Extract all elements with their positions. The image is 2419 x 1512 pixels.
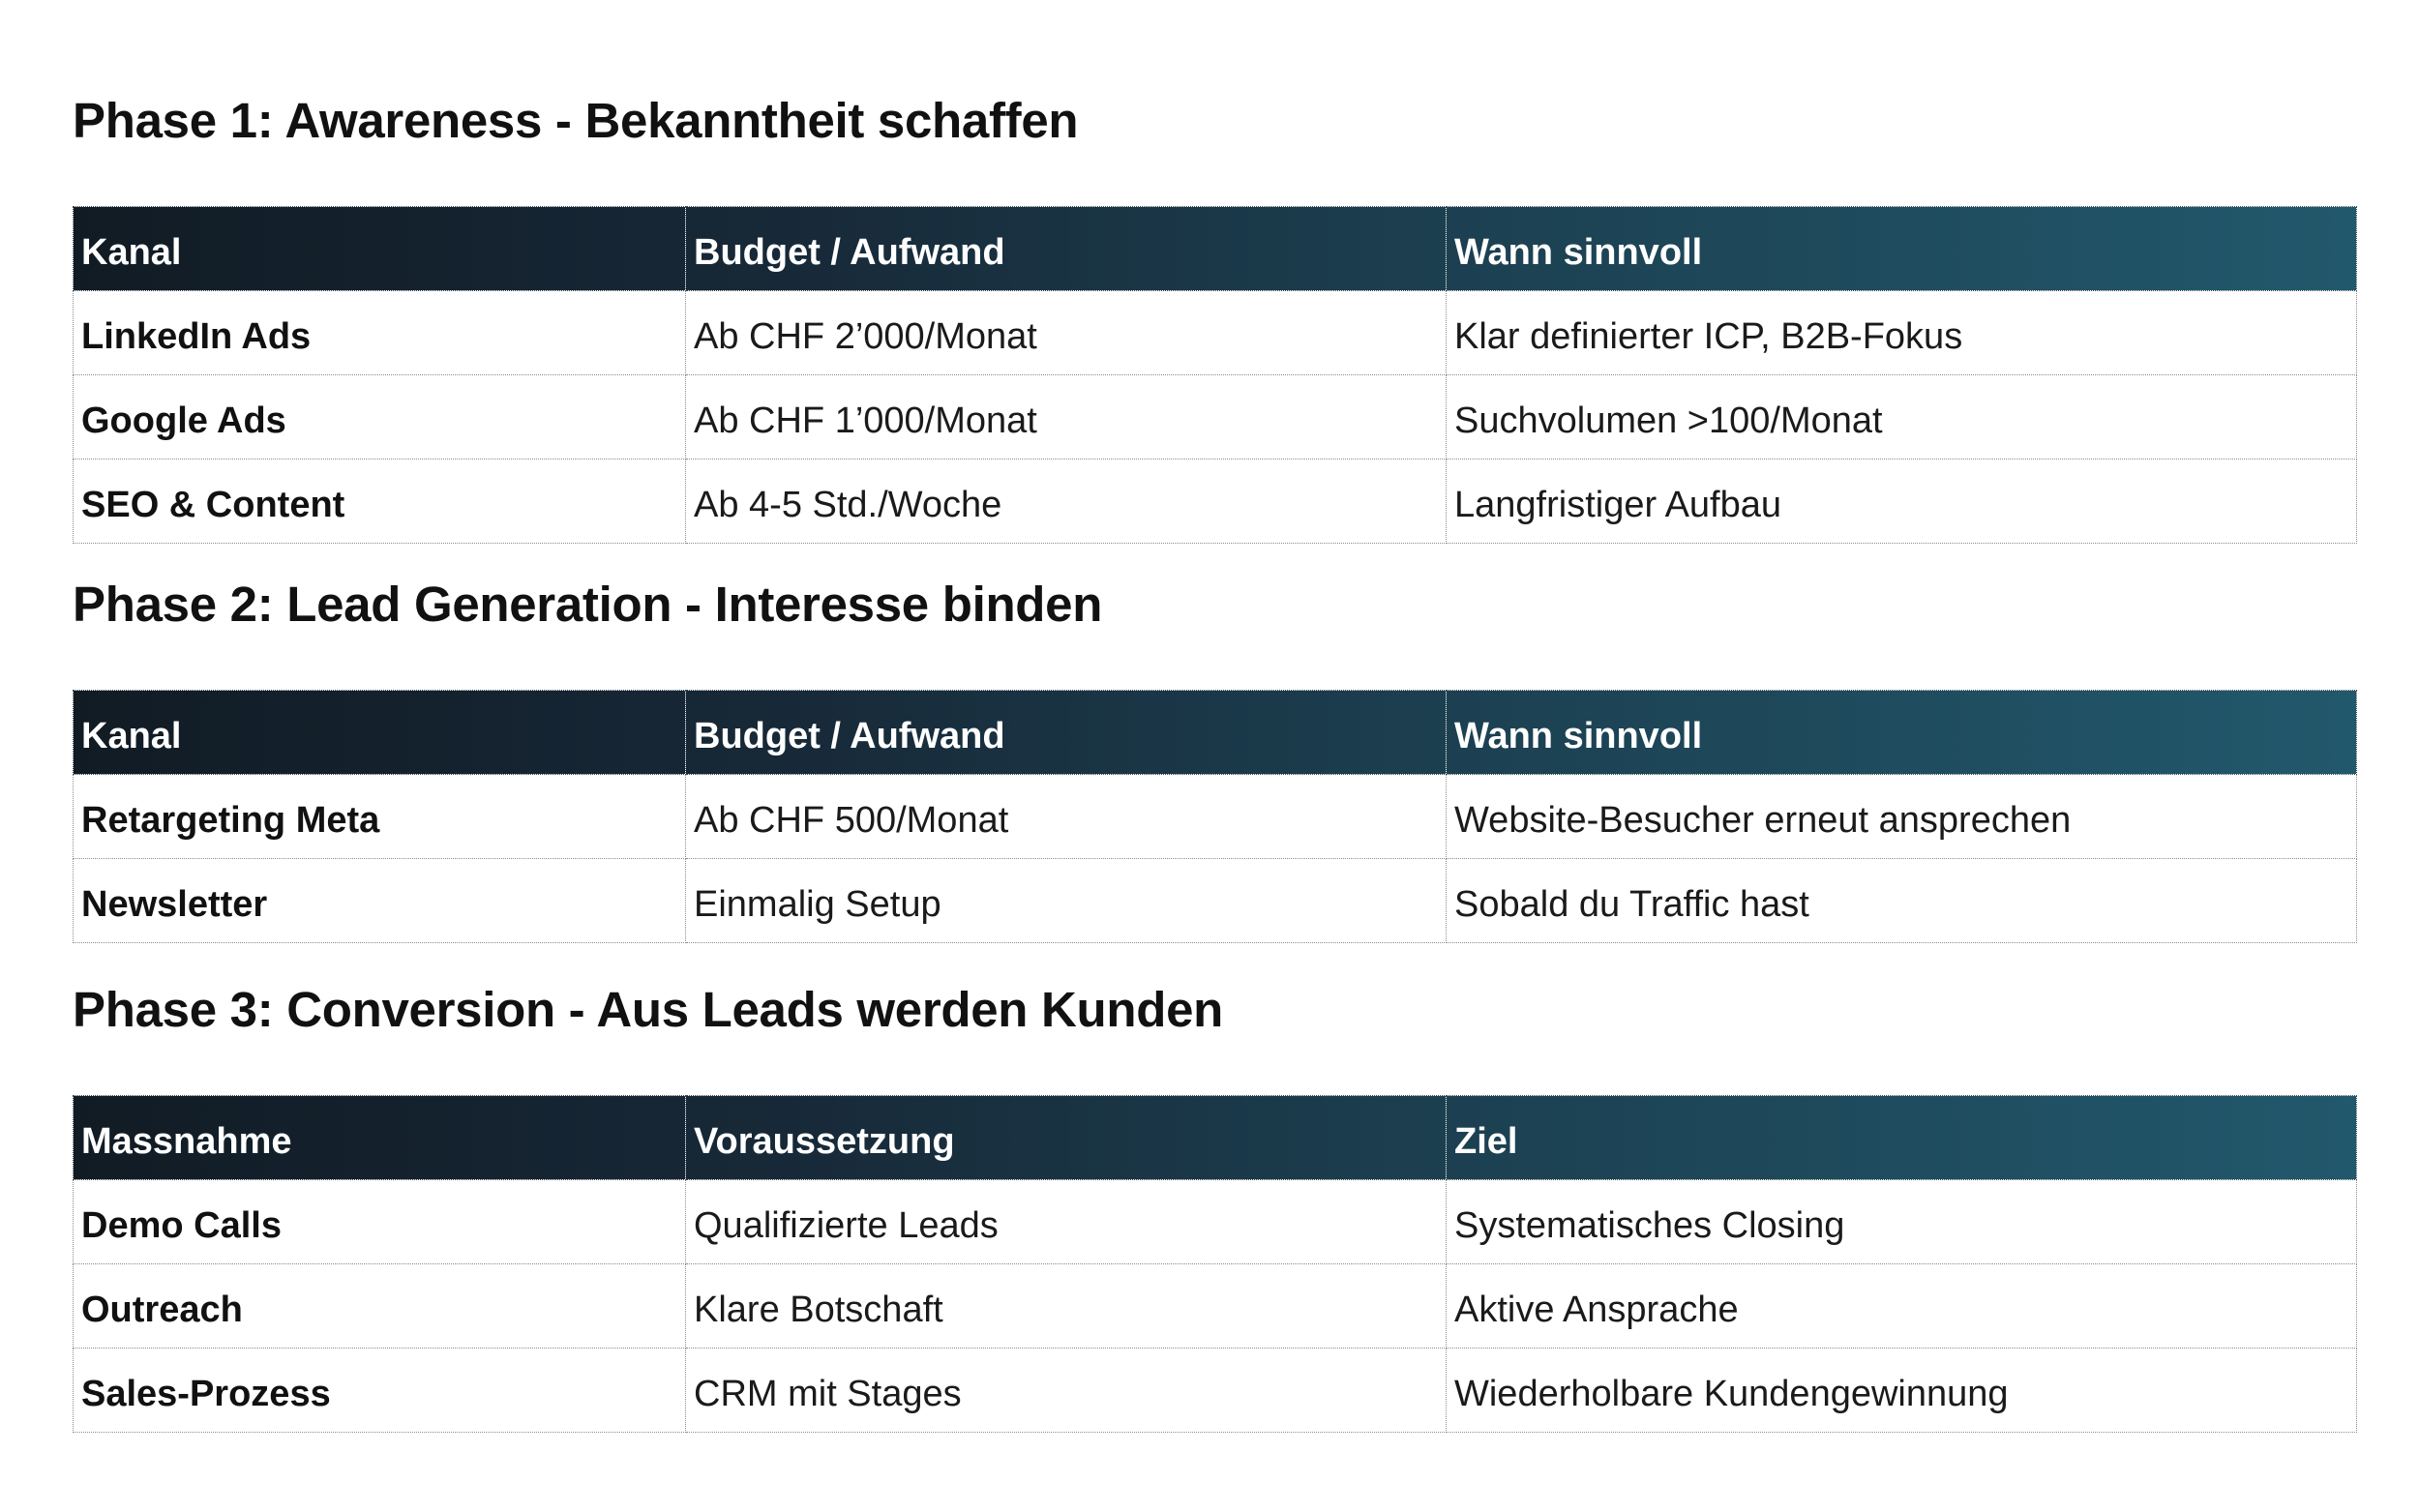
table-cell: CRM mit Stages: [686, 1349, 1447, 1433]
table-cell: Demo Calls: [74, 1180, 686, 1264]
table-cell: Ab 4-5 Std./Woche: [686, 460, 1447, 544]
column-header: Massnahme: [74, 1096, 686, 1180]
phase-1-table: [73, 206, 2357, 544]
table-row: [74, 1349, 2357, 1433]
phase-3-section: [73, 981, 2356, 1414]
table-header-row: [74, 691, 2357, 775]
table-cell: Retargeting Meta: [74, 775, 686, 859]
table-cell: Systematisches Closing: [1447, 1180, 2357, 1264]
column-header: Budget / Aufwand: [686, 691, 1447, 775]
table-row: [74, 291, 2357, 375]
table-cell: Suchvolumen >100/Monat: [1447, 375, 2357, 460]
table-cell: SEO & Content: [74, 460, 686, 544]
table-row: [74, 775, 2357, 859]
table-cell: LinkedIn Ads: [74, 291, 686, 375]
phase-2-section: [73, 576, 2356, 925]
table-row: [74, 859, 2357, 943]
table-cell: Klare Botschaft: [686, 1264, 1447, 1349]
column-header: Wann sinnvoll: [1447, 207, 2357, 291]
table-cell: Sobald du Traffic hast: [1447, 859, 2357, 943]
table-cell: Ab CHF 2’000/Monat: [686, 291, 1447, 375]
table-cell: Einmalig Setup: [686, 859, 1447, 943]
table-cell: Ab CHF 500/Monat: [686, 775, 1447, 859]
table-row: [74, 460, 2357, 544]
phase-3-table: [73, 1095, 2357, 1433]
table-cell: Wiederholbare Kundengewinnung: [1447, 1349, 2357, 1433]
phase-2-title: Phase 2: Lead Generation - Interesse binden: [73, 577, 1103, 632]
table-cell: Klar definierter ICP, B2B-Fokus: [1447, 291, 2357, 375]
table-cell: Google Ads: [74, 375, 686, 460]
table-cell: Qualifizierte Leads: [686, 1180, 1447, 1264]
table-row: [74, 1180, 2357, 1264]
column-header: Kanal: [74, 207, 686, 291]
table-cell: Aktive Ansprache: [1447, 1264, 2357, 1349]
table-header-row: [74, 207, 2357, 291]
phase-3-title: Phase 3: Conversion - Aus Leads werden Kunden: [73, 982, 1224, 1037]
table-row: [74, 375, 2357, 460]
column-header: Voraussetzung: [686, 1096, 1447, 1180]
column-header: Ziel: [1447, 1096, 2357, 1180]
table-cell: Sales-Prozess: [74, 1349, 686, 1433]
phase-2-table: [73, 690, 2357, 943]
phase-1-section: [73, 92, 2356, 525]
table-header-row: [74, 1096, 2357, 1180]
table-cell: Langfristiger Aufbau: [1447, 460, 2357, 544]
table-cell: Newsletter: [74, 859, 686, 943]
table-row: [74, 1264, 2357, 1349]
table-cell: Outreach: [74, 1264, 686, 1349]
column-header: Kanal: [74, 691, 686, 775]
phase-1-title: Phase 1: Awareness - Bekanntheit schaffen: [73, 93, 1079, 148]
column-header: Budget / Aufwand: [686, 207, 1447, 291]
column-header: Wann sinnvoll: [1447, 691, 2357, 775]
table-cell: Ab CHF 1’000/Monat: [686, 375, 1447, 460]
table-cell: Website-Besucher erneut ansprechen: [1447, 775, 2357, 859]
